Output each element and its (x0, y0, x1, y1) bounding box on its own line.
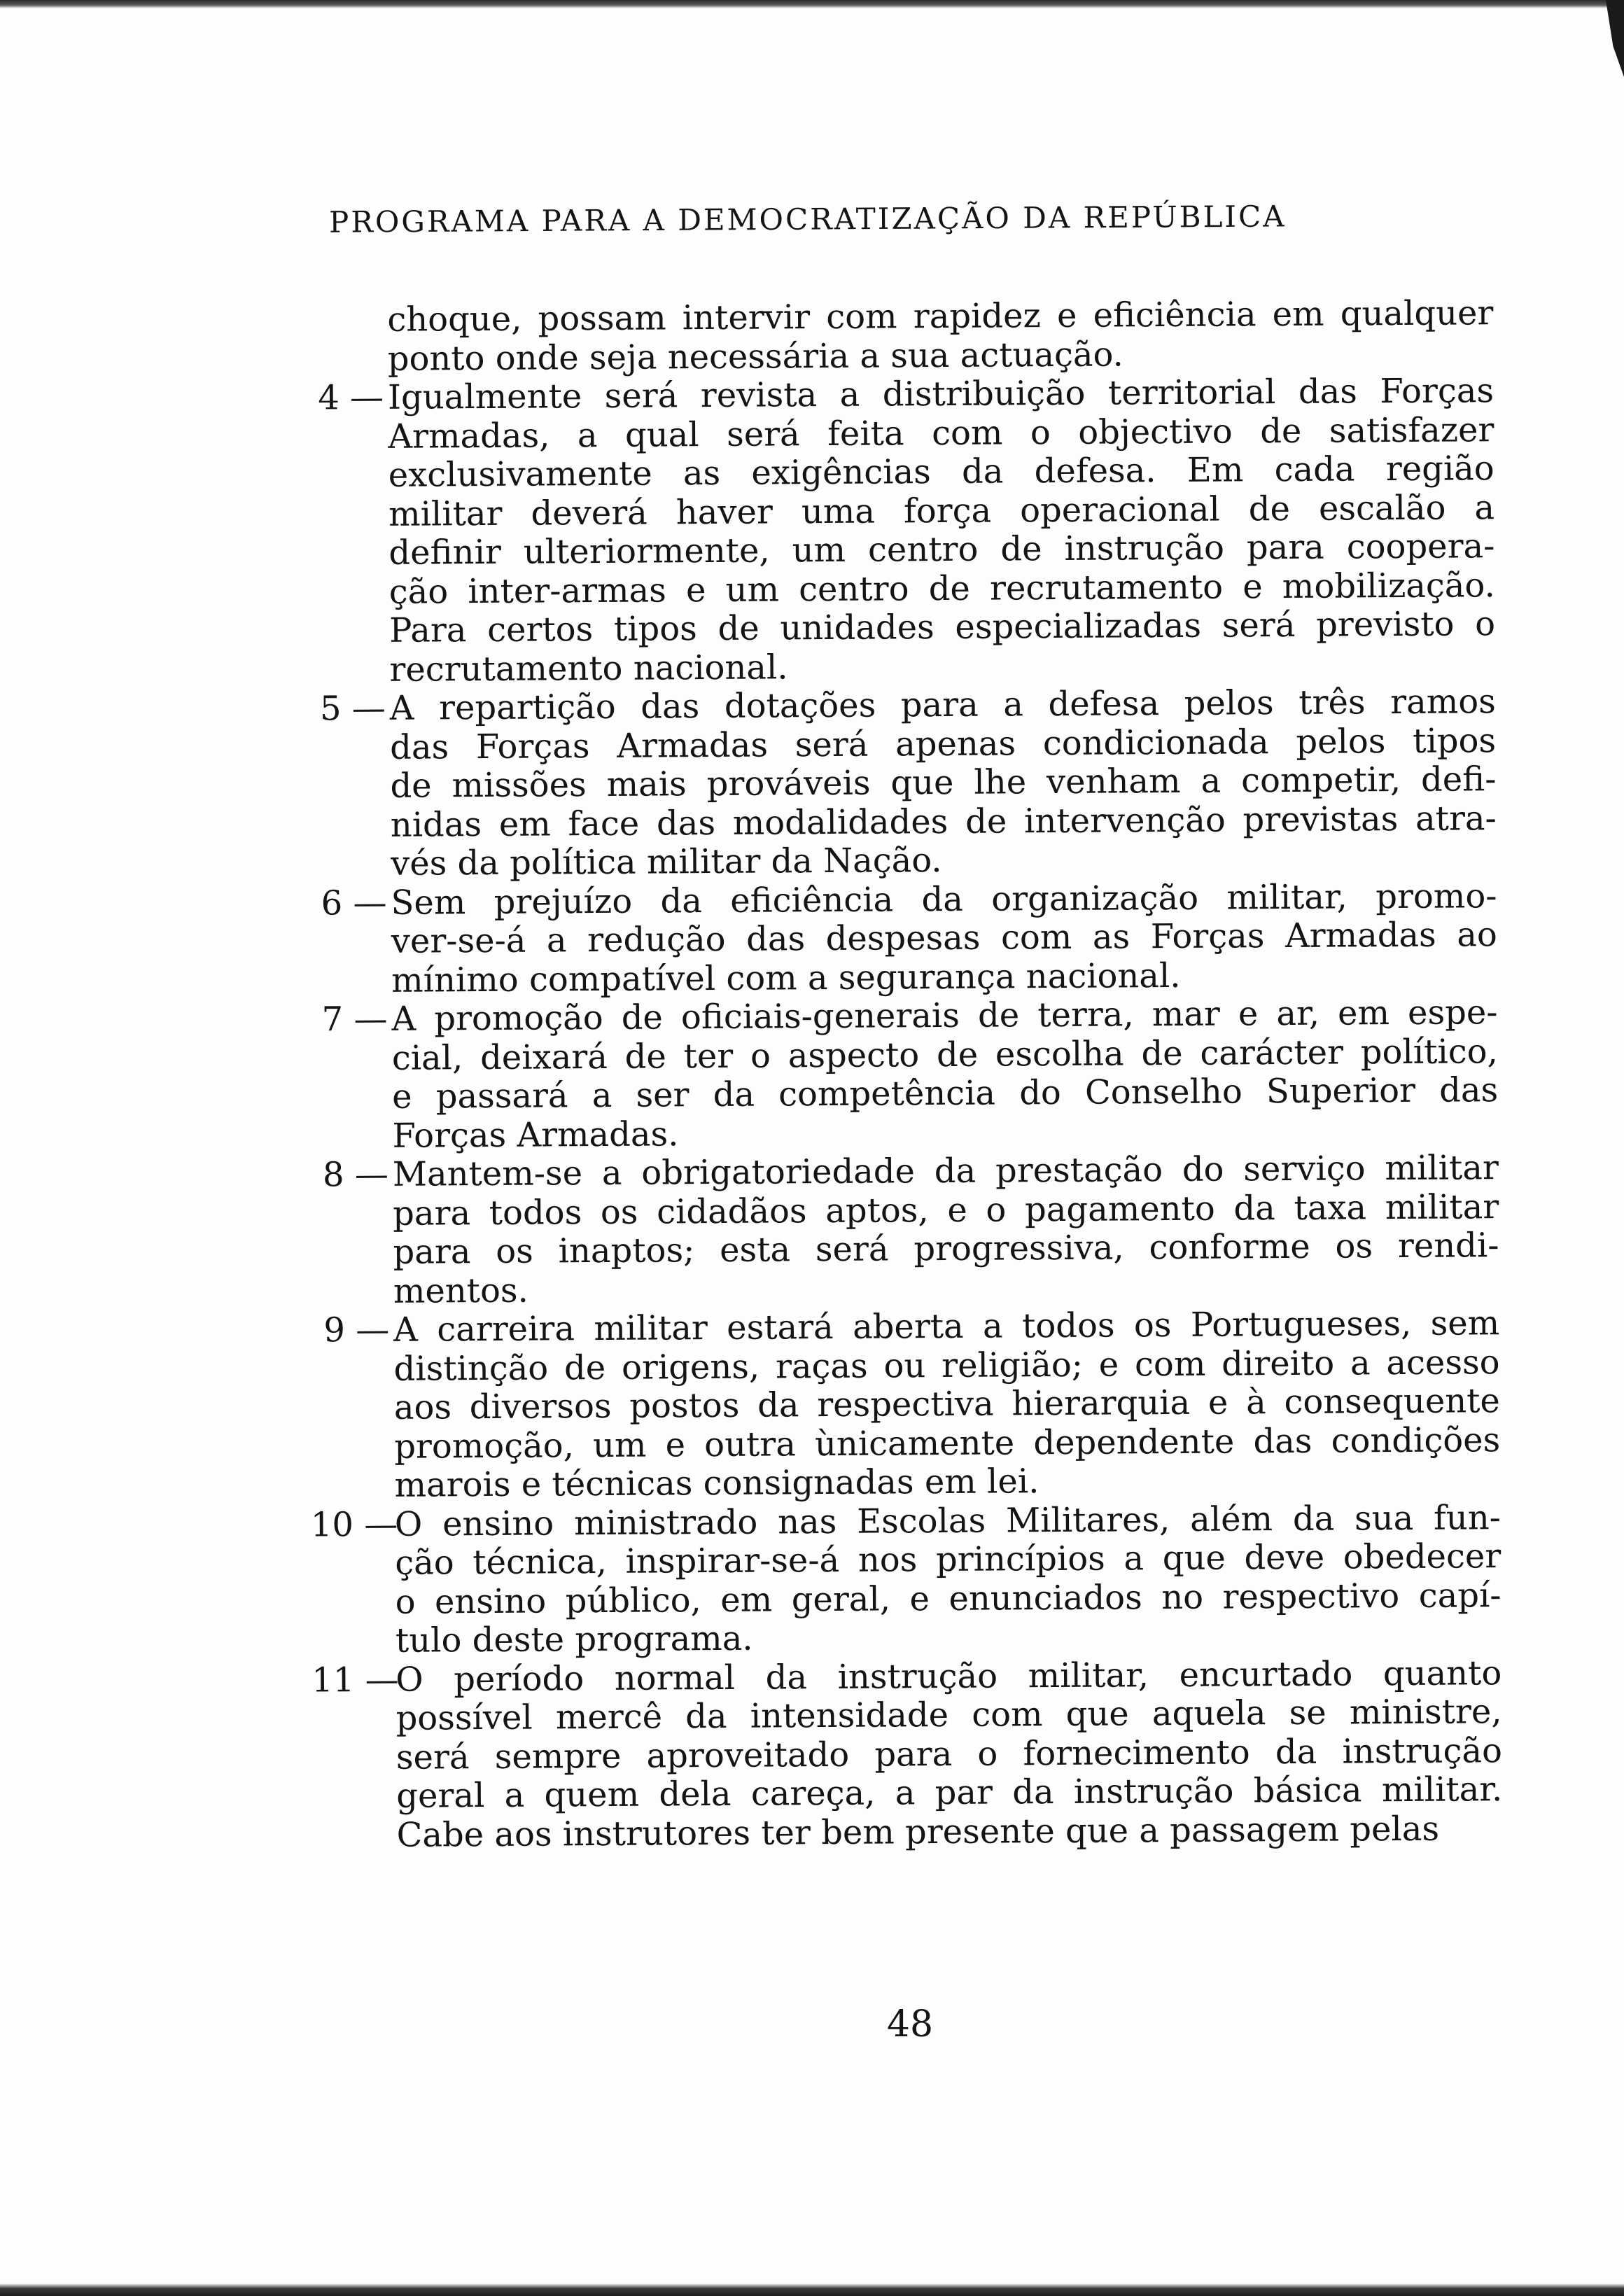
numbered-paragraph (387, 294, 1494, 379)
text-line: de missões mais prováveis que lhe venham a competir, defi- (390, 760, 1497, 806)
text-line: vés da política militar da Nação. (390, 841, 942, 883)
numbered-paragraph (319, 682, 1497, 883)
text-line: Igualmente será revista a distribuição territorial das Forças (387, 371, 1494, 417)
text-line: A promoção de oficiais-generais de terra, mar e ar, em espe- (391, 993, 1498, 1039)
text-line: para todos os cidadãos aptos, e o pagamento da taxa militar (393, 1186, 1499, 1233)
text-line: possível mercê da intensidade com que aquela se ministre, (396, 1692, 1502, 1738)
paragraph-number: 5 — (319, 688, 386, 729)
numbered-paragraph (318, 371, 1496, 690)
body-text (310, 293, 1503, 1855)
text-line: promoção, um e outra ùnicamente dependente das condições (394, 1420, 1501, 1466)
text-line: exclusivamente as exigências da defesa. Em cada região (388, 449, 1494, 495)
text-line: Cabe aos instrutores ter bem presente que a passagem pelas (396, 1809, 1440, 1855)
page-number: 48 (886, 2003, 934, 2045)
text-line: definir ulteriormente, um centro de instrução para coopera- (388, 526, 1495, 573)
paragraph-number: 11 — (312, 1660, 399, 1700)
text-line: geral a quem dela careça, a par da instrução básica militar. (396, 1770, 1503, 1816)
text-line: será sempre aproveitado para o fornecimento da instrução (396, 1730, 1503, 1777)
text-line: A repartição das dotações para a defesa pelos três ramos (389, 682, 1496, 728)
paragraph-number: 9 — (323, 1310, 390, 1350)
paragraph-number: 6 — (321, 883, 387, 923)
text-line: nidas em face das modalidades de intervenção previstas atra- (390, 798, 1497, 845)
text-line: marois e técnicas consignadas em lei. (394, 1462, 1040, 1505)
numbered-paragraph (310, 1497, 1502, 1661)
scan-bottom-edge (0, 2283, 1624, 2296)
text-line: ção inter-armas e um centro de recrutamento e mobilização. (388, 565, 1495, 612)
text-line: das Forças Armadas será apenas condicionada pelos tipos (389, 720, 1497, 767)
text-line: recrutamento nacional. (389, 647, 788, 690)
text-line: O ensino ministrado nas Escolas Militares, além da sua fun- (394, 1497, 1502, 1544)
text-line: tulo deste programa. (395, 1618, 753, 1660)
text-line: para os inaptos; esta será progressiva, conforme os rendi- (393, 1226, 1499, 1272)
paragraph-number: 10 — (310, 1504, 398, 1545)
text-line: mentos. (393, 1270, 528, 1311)
text-line: e passará a ser da competência do Conselho Superior das (392, 1070, 1499, 1116)
numbered-paragraph (322, 1148, 1499, 1311)
numbered-paragraph (323, 1303, 1501, 1505)
text-line: choque, possam intervir com rapidez e eficiência em qualquer (387, 293, 1494, 340)
scan-corner-mark (1606, 0, 1624, 77)
text-line: ção técnica, inspirar-se-á nos princípios a que deve obedecer (395, 1536, 1502, 1583)
numbered-paragraph (321, 876, 1497, 1000)
text-line: Para certos tipos de unidades especializadas será previsto o (388, 604, 1496, 650)
text-line: cial, deixará de ter o aspecto de escolha de carácter político, (391, 1031, 1498, 1078)
text-line: ver-se-á a redução das despesas com as Forças Armadas ao (391, 915, 1497, 961)
text-line: Mantem-se a obrigatoriedade da prestação do serviço militar (392, 1148, 1499, 1194)
text-line: A carreira militar estará aberta a todos os Portugueses, sem (393, 1303, 1500, 1350)
text-line: Sem prejuízo da eficiência da organização militar, promo- (391, 876, 1497, 923)
text-line: Armadas, a qual será feita com o objectivo de satisfazer (388, 410, 1494, 456)
text-line: distinção de origens, raças ou religião; e com direito a acesso (393, 1342, 1500, 1389)
paragraph-number: 4 — (318, 377, 384, 418)
text-line: O período normal da instrução militar, encurtado quanto (396, 1653, 1502, 1700)
text-line: Forças Armadas. (392, 1114, 679, 1156)
scan-top-edge (0, 0, 1624, 8)
text-line: aos diversos postos da respectiva hierarquia e à consequente (393, 1381, 1501, 1427)
text-line: o ensino público, em geral, e enunciados no respectivo capí- (395, 1575, 1502, 1622)
paragraph-number: 8 — (322, 1154, 389, 1195)
text-line: ponto onde seja necessária a sua actuação. (387, 334, 1124, 379)
text-line: militar deverá haver uma força operacional de escalão a (388, 487, 1495, 534)
paragraph-number: 7 — (321, 999, 388, 1040)
numbered-paragraph (321, 993, 1499, 1156)
numbered-paragraph (312, 1653, 1503, 1855)
text-line: mínimo compatível com a segurança nacional. (391, 955, 1181, 1000)
running-header: PROGRAMA PARA A DEMOCRATIZAÇÃO DA REPÚBLICA (328, 199, 1287, 239)
